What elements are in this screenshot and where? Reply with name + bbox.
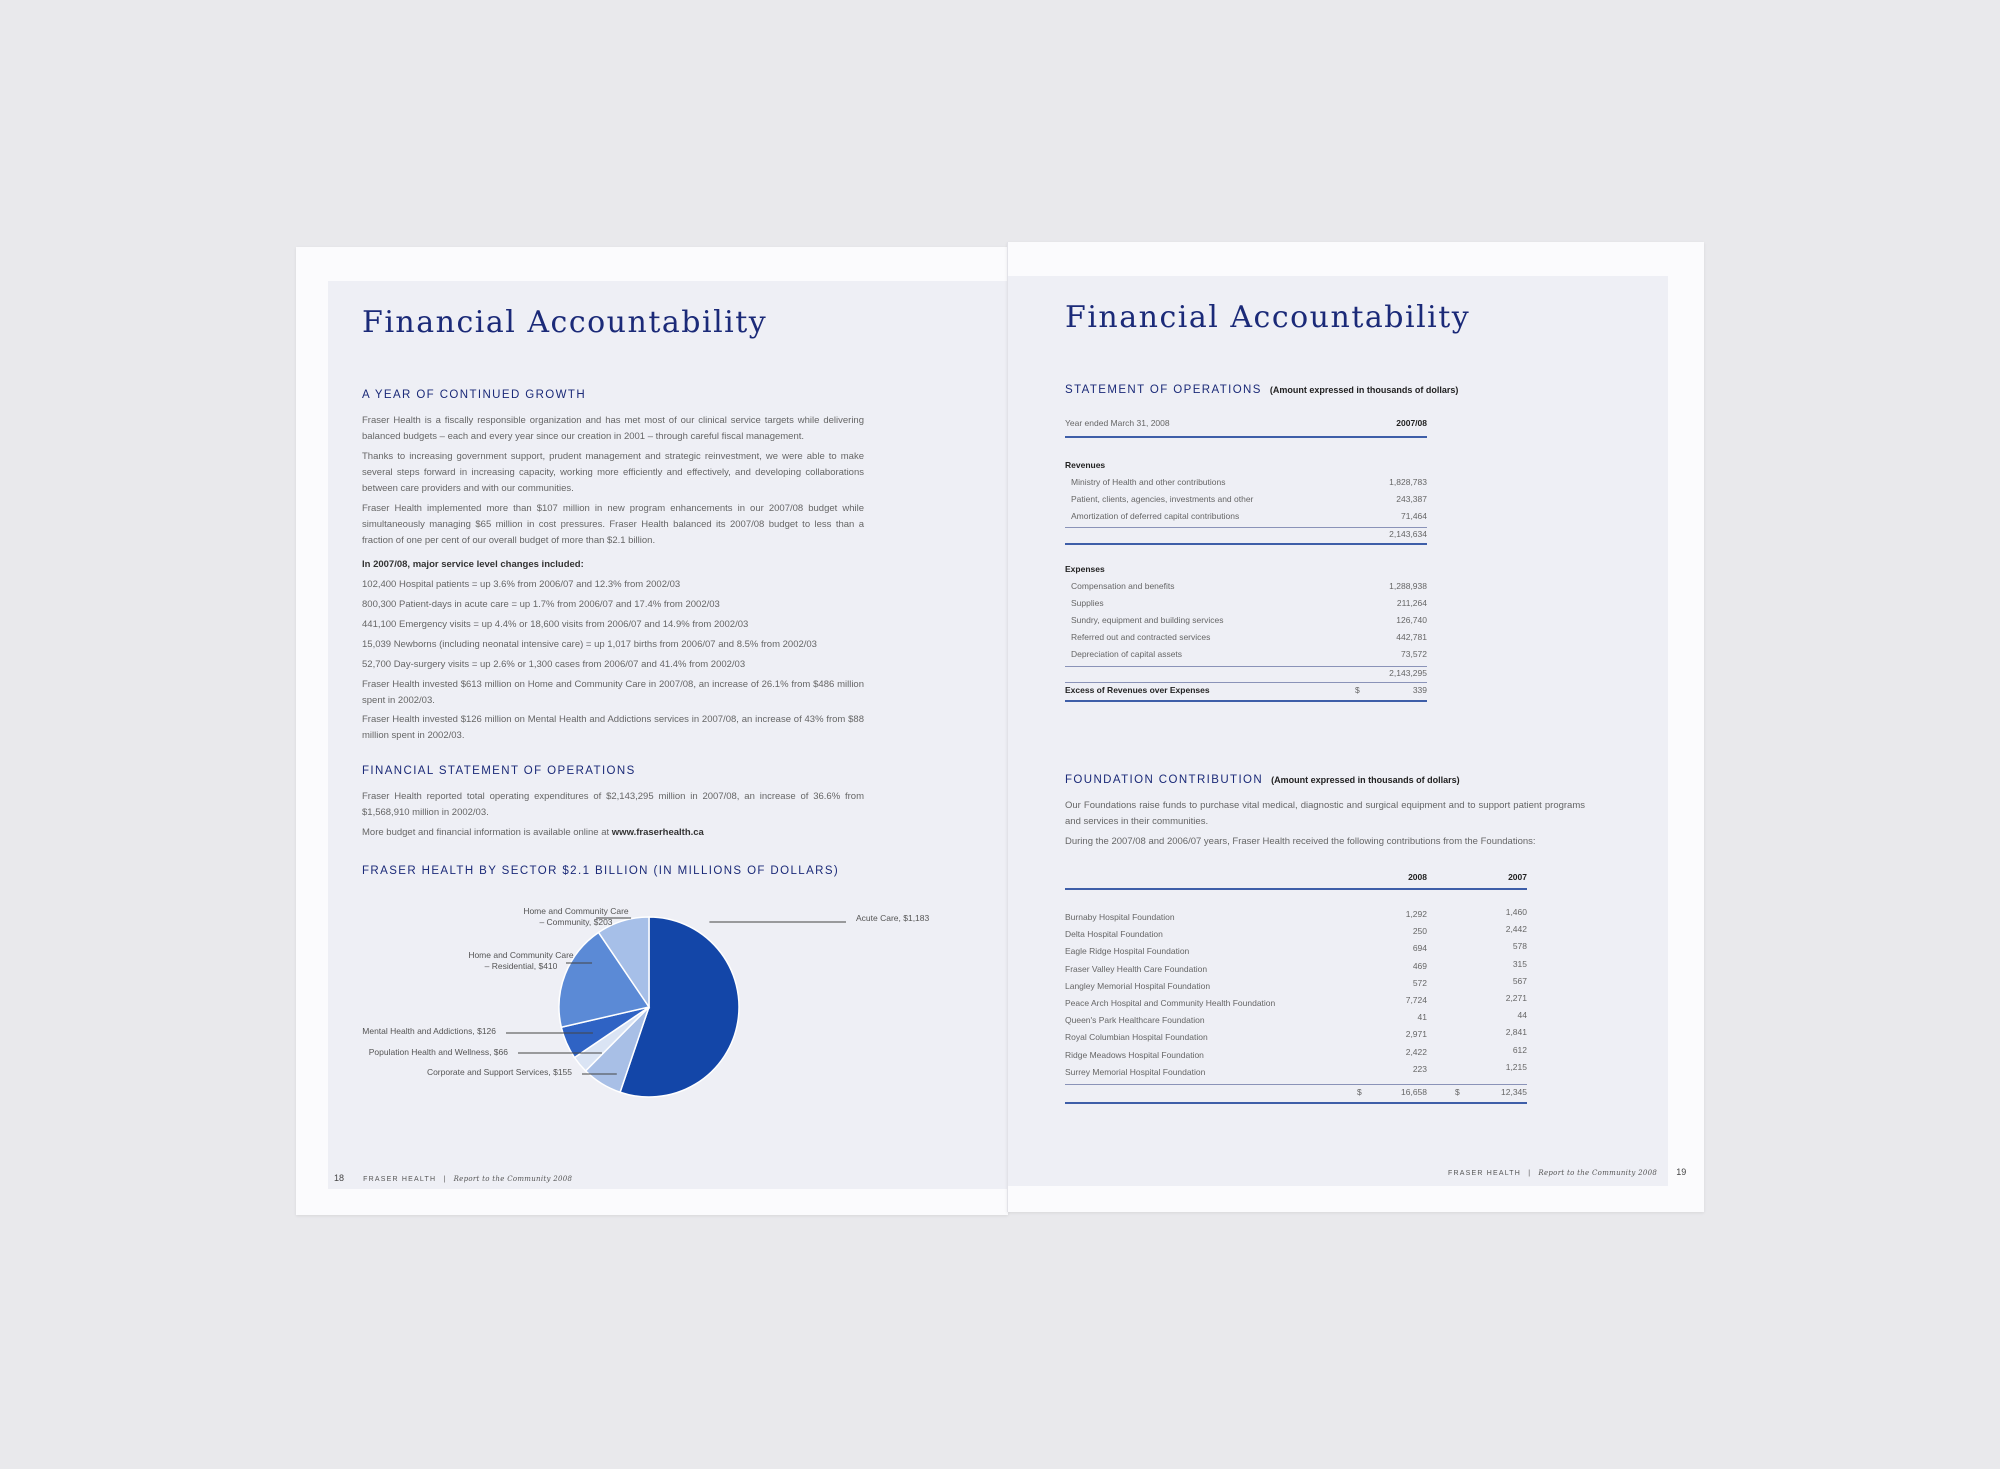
statement-note: (Amount expressed in thousands of dollars) — [1269, 385, 1459, 395]
expense-label: Sundry, equipment and building services — [1071, 615, 1224, 625]
foundation-row — [1065, 1044, 1527, 1064]
page-number: 18 — [334, 1173, 345, 1183]
paragraph: Thanks to increasing government support, prudent management and strategic reinvestment, we were able to make several steps forward in increasing capacity, working more efficiently and effectively, and developing collaborations between care providers and with our communities. — [362, 451, 864, 494]
footer-separator: | — [443, 1176, 447, 1183]
foundation-value-2007: 44 — [1517, 1010, 1527, 1021]
service-change-item: 102,400 Hospital patients = up 3.6% from 2006/07 and 12.3% from 2002/03 — [362, 579, 681, 590]
foundation-name: Queen's Park Healthcare Foundation — [1065, 1015, 1205, 1026]
statement-heading-text: STATEMENT OF OPERATIONS — [1065, 384, 1262, 396]
service-change-item: 15,039 Newborns (including neonatal intensive care) = up 1,017 births from 2006/07 and 8.5% from 2002/03 — [362, 639, 817, 650]
foundation-name: Delta Hospital Foundation — [1065, 929, 1163, 940]
footer-org: FRASER HEALTH — [1448, 1170, 1522, 1177]
more-info-text: More budget and financial information is available online at — [362, 827, 612, 838]
foundation-value-2008: 223 — [1412, 1063, 1427, 1074]
total-rule — [1065, 1084, 1527, 1085]
foundation-value-2008: 250 — [1412, 926, 1427, 937]
expense-row — [1065, 632, 1427, 649]
expense-value: 126,740 — [1396, 615, 1427, 625]
revenue-label: Ministry of Health and other contributions — [1071, 477, 1226, 487]
expense-row — [1065, 649, 1427, 666]
revenue-value: 71,464 — [1401, 511, 1427, 521]
excess-label: Excess of Revenues over Expenses — [1065, 685, 1210, 695]
page-title: Financial Accountability — [1065, 300, 1471, 335]
changes-intro: In 2007/08, major service level changes included: — [362, 559, 584, 570]
foundation-value-2008: 7,724 — [1405, 995, 1427, 1005]
service-change-item: 800,300 Patient-days in acute care = up 1.7% from 2006/07 and 17.4% from 2002/03 — [362, 599, 720, 610]
pie-label: Home and Community Care – Residential, $410 — [468, 950, 574, 971]
foundation-row — [1065, 958, 1527, 978]
expense-value: 73,572 — [1401, 649, 1427, 659]
foundation-row — [1065, 995, 1527, 1012]
investment-note: Fraser Health invested $613 million on Home and Community Care in 2007/08, an increase of 26.1% from $486 million spent in 2002/03. — [362, 679, 864, 706]
total-bottom-rule — [1065, 1102, 1527, 1104]
header-rule — [1065, 888, 1527, 890]
revenues-total-rule — [1065, 543, 1427, 545]
footer-publication: Report to the Community 2008 — [1538, 1169, 1658, 1177]
revenue-row — [1065, 477, 1427, 494]
revenues-total: 2,143,634 — [1389, 529, 1427, 539]
foundation-value-2008: 572 — [1412, 977, 1427, 988]
expense-value: 211,264 — [1396, 598, 1427, 608]
foundation-paragraph: Our Foundations raise funds to purchase vital medical, diagnostic and surgical equipment and to support patient programs and services in their communities. — [1065, 800, 1585, 827]
expense-label: Depreciation of capital assets — [1071, 649, 1183, 659]
foundation-row — [1065, 943, 1527, 960]
column-header-2007: 2007 — [1508, 872, 1527, 882]
foundation-contribution-table — [1065, 866, 1527, 1106]
revenue-value: 243,387 — [1396, 494, 1427, 504]
revenue-value: 1,828,783 — [1389, 477, 1427, 487]
table-header-row — [1065, 872, 1527, 889]
sector-pie-chart — [296, 887, 1008, 1167]
investment-note: Fraser Health invested $126 million on Mental Health and Addictions services in 2007/08, an increase of 43% from $88 million spent in 2002/03. — [362, 714, 864, 741]
revenues-label-text: Revenues — [1065, 460, 1106, 470]
foundation-paragraph: During the 2007/08 and 2006/07 years, Fraser Health received the following contributions from the Foundations: — [1065, 836, 1536, 847]
foundation-row — [1065, 926, 1527, 943]
foundation-value-2007: 315 — [1512, 958, 1527, 969]
expense-row — [1065, 615, 1427, 632]
section-heading-growth: A YEAR OF CONTINUED GROWTH — [362, 389, 587, 401]
foundation-name: Eagle Ridge Hospital Foundation — [1065, 946, 1190, 957]
pie-label: Population Health and Wellness, $66 — [368, 1047, 508, 1057]
foundation-value-2008: 2,971 — [1405, 1029, 1427, 1040]
service-change-item: 441,100 Emergency visits = up 4.4% or 18,600 visits from 2006/07 and 14.9% from 2002/03 — [362, 619, 749, 630]
footer-separator: | — [1528, 1170, 1532, 1177]
table-header-row — [1065, 418, 1427, 435]
foundation-value-2007: 578 — [1512, 941, 1527, 952]
expense-value: 1,288,938 — [1389, 581, 1427, 591]
page-footer-left — [334, 1173, 572, 1183]
foundation-value-2007: 612 — [1512, 1044, 1527, 1055]
expense-row — [1065, 581, 1427, 598]
website-link[interactable]: www.fraserhealth.ca — [611, 827, 704, 838]
page-title: Financial Accountability — [362, 305, 768, 340]
column-header: 2007/08 — [1396, 418, 1427, 428]
statement-heading — [1065, 384, 1458, 396]
foundation-value-2007: 2,841 — [1505, 1027, 1527, 1038]
pie-label: Corporate and Support Services, $155 — [426, 1067, 572, 1077]
column-header-2008: 2008 — [1408, 872, 1427, 882]
foundation-row — [1065, 1029, 1527, 1046]
chart-heading: FRASER HEALTH BY SECTOR $2.1 BILLION (IN MILLIONS OF DOLLARS) — [362, 865, 840, 877]
total-currency-2007: $ — [1455, 1087, 1460, 1097]
pie-label: Acute Care, $1,183 — [856, 913, 930, 923]
excess-currency: $ — [1355, 685, 1360, 695]
revenues-subtotal-rule — [1065, 527, 1427, 528]
pie-label: Mental Health and Addictions, $126 — [362, 1026, 496, 1036]
revenue-row — [1065, 494, 1427, 511]
revenues-label — [1065, 460, 1427, 477]
foundation-name: Ridge Meadows Hospital Foundation — [1065, 1049, 1204, 1060]
total-2008: 16,658 — [1401, 1087, 1427, 1097]
foundation-row — [1065, 909, 1527, 926]
foundation-value-2007: 1,460 — [1505, 907, 1527, 917]
foundation-heading — [1065, 774, 1460, 786]
foundation-value-2008: 694 — [1412, 943, 1427, 954]
foundation-note: (Amount expressed in thousands of dollars) — [1271, 775, 1460, 785]
paragraph: Fraser Health is a fiscally responsible organization and has met most of our clinical service targets while delivering balanced budgets – each and every year since our creation in 2001 – through careful fiscal management. — [362, 415, 864, 442]
paragraph: Fraser Health reported total operating expenditures of $2,143,295 million in 2007/08, an increase of 36.6% from $1,568,910 million in 2002/03. — [362, 791, 864, 818]
more-info-line — [362, 827, 704, 838]
expense-value: 442,781 — [1396, 632, 1427, 642]
foundation-value-2008: 2,422 — [1405, 1046, 1427, 1057]
revenue-label: Patient, clients, agencies, investments and other — [1071, 494, 1254, 504]
expense-label: Compensation and benefits — [1071, 581, 1175, 591]
excess-rule — [1065, 700, 1427, 702]
foundation-value-2008: 41 — [1417, 1012, 1427, 1023]
expenses-total-rule — [1065, 682, 1427, 683]
excess-value: 339 — [1412, 685, 1427, 695]
foundation-value-2007: 2,271 — [1505, 993, 1527, 1003]
foundation-name: Surrey Memorial Hospital Foundation — [1065, 1066, 1206, 1077]
foundation-value-2007: 2,442 — [1505, 924, 1527, 935]
period-label: Year ended March 31, 2008 — [1065, 418, 1170, 428]
total-currency-2008: $ — [1357, 1087, 1362, 1097]
foundation-value-2007: 567 — [1512, 975, 1527, 986]
page-number: 19 — [1676, 1167, 1687, 1177]
expenses-total: 2,143,295 — [1389, 668, 1427, 678]
paragraph: Fraser Health implemented more than $107 million in new program enhancements in our 2007/08 budget while simultaneously managing $65 million in cost pressures. Fraser Health balanced its 2007/08 budget to less than a fraction of one per cent of our overall budget of more than $2.1 billion. — [362, 503, 864, 546]
footer-publication: Report to the Community 2008 — [453, 1175, 573, 1183]
revenue-label: Amortization of deferred capital contributions — [1071, 511, 1240, 521]
expenses-label-text: Expenses — [1065, 564, 1105, 574]
expenses-subtotal-rule — [1065, 666, 1427, 667]
foundation-row — [1065, 975, 1527, 995]
foundation-value-2007: 1,215 — [1505, 1061, 1527, 1072]
header-rule — [1065, 436, 1427, 438]
foundation-value-2008: 469 — [1412, 960, 1427, 971]
foundation-name: Langley Memorial Hospital Foundation — [1065, 980, 1211, 991]
expenses-label — [1065, 564, 1427, 581]
foundation-row — [1065, 1061, 1527, 1081]
foundation-name: Fraser Valley Health Care Foundation — [1065, 963, 1208, 974]
total-2007: 12,345 — [1501, 1087, 1527, 1097]
right-page — [1007, 242, 1704, 1212]
expense-row — [1065, 598, 1427, 615]
foundation-value-2008: 1,292 — [1405, 909, 1427, 919]
section-heading-statement: FINANCIAL STATEMENT OF OPERATIONS — [362, 765, 636, 777]
foundation-name: Royal Columbian Hospital Foundation — [1065, 1032, 1208, 1043]
footer-org: FRASER HEALTH — [363, 1176, 437, 1183]
foundation-heading-text: FOUNDATION CONTRIBUTION — [1065, 774, 1264, 786]
pie-label: Home and Community Care – Community, $203 — [523, 906, 629, 927]
page-footer-right — [1448, 1167, 1686, 1177]
foundation-name: Burnaby Hospital Foundation — [1065, 912, 1175, 922]
service-change-item: 52,700 Day-surgery visits = up 2.6% or 1,300 cases from 2006/07 and 41.4% from 2002/03 — [362, 659, 746, 670]
left-page — [296, 247, 1008, 1215]
foundation-name: Peace Arch Hospital and Community Health Foundation — [1065, 998, 1276, 1008]
revenue-row — [1065, 511, 1427, 528]
expense-label: Supplies — [1071, 598, 1104, 608]
foundation-row — [1065, 1012, 1527, 1029]
expense-label: Referred out and contracted services — [1071, 632, 1211, 642]
